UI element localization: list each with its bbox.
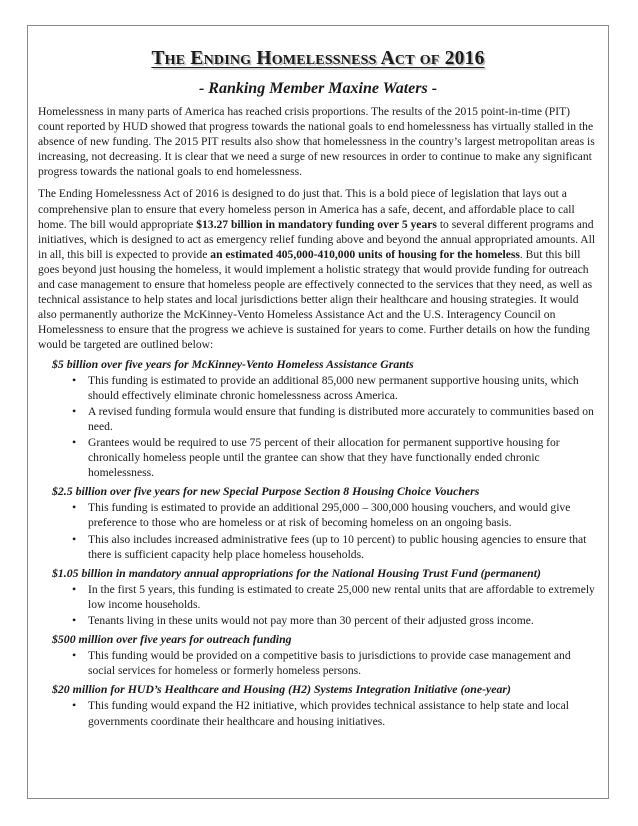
bullet-list — [38, 373, 598, 481]
bullet-item: • In the first 5 years, this funding is estimated to create 25,000 new rental units that are affordable to extremely low income households. — [88, 582, 598, 612]
funding-section — [38, 566, 598, 628]
funding-section — [38, 357, 598, 481]
section-heading: $5 billion over five years for McKinney-Vento Homeless Assistance Grants — [52, 356, 414, 371]
funding-section — [38, 682, 598, 728]
funding-section — [38, 484, 598, 561]
bullet-item: • This funding is estimated to provide an additional 85,000 new permanent supportive housing units, which should effectively eliminate chronic homelessness across America. — [88, 373, 598, 403]
document-page — [27, 25, 609, 799]
bullet-list — [38, 500, 598, 561]
intro-paragraph: Homelessness in many parts of America has reached crisis proportions. The results of the 2015 point-in-time (PIT) count reported by HUD showed that progress towards the national goals to end homelessness has virtually stalled in the absence of new funding. The 2015 PIT results also show that homelessness in the country’s largest metropolitan areas is increasing, not decreasing. It is clear that we need a surge of new resources in order to continue to make any significant progress towards the national goals to end homelessness. — [38, 105, 595, 179]
bill-description-paragraph — [38, 186, 598, 352]
paragraph-text: The Ending Homelessness Act of 2016 is designed to do just that. This is a bold piece of legislation that lays out a comprehensive plan to ensure that every homeless person in America has a safe, decent, and affordable place to call home. The bill would appropriate — [38, 187, 575, 231]
bullet-list — [38, 648, 598, 678]
section-heading: $1.05 billion in mandatory annual appropriations for the National Housing Trust Fund (permanent) — [52, 565, 541, 580]
paragraph-text: . But this bill goes beyond just housing the homeless, it would implement a holistic strategy that would provide funding for outreach and case management to ensure that homeless people are effectively connected to the services that they need, as well as technical assistance to help states and local jurisdictions better align their healthcare and housing strategies. It would also permanently authorize the McKinney-Vento Homeless Assistance Act and the U.S. Interagency Council on Homelessness to ensure that the progress we achieve is sustained for years to come. Further details on how the funding would be targeted are outlined below: — [38, 247, 593, 352]
funding-section — [38, 632, 598, 678]
bullet-list — [38, 582, 598, 628]
funding-amount-highlight: $13.27 billion in mandatory funding over 5 years — [196, 217, 437, 231]
section-heading: $20 million for HUD’s Healthcare and Housing (H2) Systems Integration Initiative (one-year) — [52, 682, 511, 697]
section-heading: $2.5 billion over five years for new Special Purpose Section 8 Housing Choice Vouchers — [52, 484, 480, 499]
bullet-item: • This funding would expand the H2 initiative, which provides technical assistance to help state and local governments coordinate their healthcare and housing initiatives. — [88, 698, 598, 728]
bullet-item: • This also includes increased administrative fees (up to 10 percent) to public housing agencies to ensure that there is sufficient capacity help place homeless households. — [88, 532, 598, 562]
housing-units-highlight: an estimated 405,000-410,000 units of housing for the homeless — [210, 247, 520, 261]
section-heading: $500 million over five years for outreach funding — [52, 632, 292, 647]
bullet-list — [38, 698, 598, 728]
bullet-item: • Grantees would be required to use 75 percent of their allocation for permanent supportive housing for chronically homeless people until the grantee can show that they have functionally ended chronic homelessness. — [88, 435, 598, 480]
paragraph-text: to several different programs and initiatives, which is designed to act as emergency relief funding above and beyond the annual appropriated amounts. All in all, this bill is expected to provide — [38, 217, 596, 261]
document-subtitle: - Ranking Member Maxine Waters - — [198, 80, 438, 97]
document-title: The Ending Homelessness Act of 2016 — [151, 48, 485, 69]
bullet-item: • This funding is estimated to provide an additional 295,000 – 300,000 housing vouchers, and would give preference to those who are homeless or at risk of becoming homeless on an ongoing basis. — [88, 500, 598, 530]
bullet-item: • This funding would be provided on a competitive basis to jurisdictions to provide case management and social services for homeless or formerly homeless persons. — [88, 648, 598, 678]
bullet-item: • Tenants living in these units would not pay more than 30 percent of their adjusted gross income. — [88, 613, 598, 628]
bullet-item: • A revised funding formula would ensure that funding is distributed more accurately to communities based on need. — [88, 404, 598, 434]
